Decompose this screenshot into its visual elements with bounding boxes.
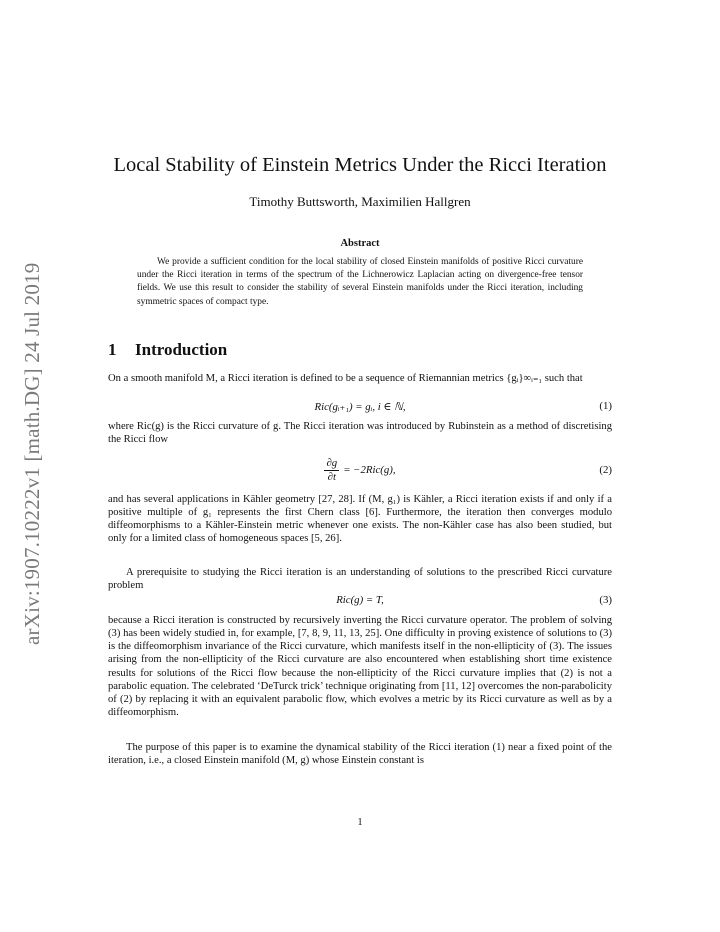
paragraph-5: because a Ricci iteration is constructed by recursively inverting the Ricci curvature operator. The problem of solving (3) has been widely studied in, for example, [7, 8, 9, 11, 13, 25]. One difficulty in proving existence of solutions to (3) is the diffeomorphism invariance of the Ricci curvature, which manifests itself in the non-ellipticity of (3). The issues arising from the non-ellipticity of the Ricci curvature are also encountered when establishing short time existence results for solutions of the Ricci flow because the non-ellipticity of the Ricci curvature implies that (2) is not a parabolic equation. The celebrated ‘DeTurck trick’ technique originating from [11, 12] overcomes the non-parabolicity of (2) by replacing it with an equivalent parabolic flow, which evolves a metric by its Ricci curvature as well as by a diffeomorphism. <box>108 615 612 719</box>
equation-2-fraction <box>324 457 339 484</box>
section-title: Introduction <box>135 340 228 359</box>
paper-title: Local Stability of Einstein Metrics Under the Ricci Iteration <box>113 154 607 176</box>
paragraph-3: and has several applications in Kähler geometry [27, 28]. If (M, g₁) is Kähler, a Ricci iteration exists if and only if a positive multiple of g₁ represents the first Chern class [6]. Furthermore, the iteration then converges modulo diffeomorphisms to a Kähler-Einstein metric whenever one exists. The non-Kähler case has also been studied, but only for a limited class of homogeneous spaces [5, 26]. <box>108 494 612 545</box>
equation-2-denominator: ∂t <box>327 471 336 483</box>
equation-3-body: Ric(g) = T, <box>336 594 384 606</box>
section-heading <box>108 340 227 360</box>
page-number: 1 <box>357 817 363 828</box>
paragraph-6: The purpose of this paper is to examine the dynamical stability of the Ricci iteration (1) near a fixed point of the iteration, i.e., a closed Einstein manifold (M, g) whose Einstein constant is <box>108 742 612 767</box>
paragraph-4: A prerequisite to studying the Ricci iteration is an understanding of solutions to the prescribed Ricci curvature problem <box>108 567 612 592</box>
paragraph-1: On a smooth manifold M, a Ricci iteration is defined to be a sequence of Riemannian metrics {gᵢ}∞ᵢ₌₁ such that <box>108 373 583 384</box>
section-number: 1 <box>108 340 117 359</box>
abstract-text: We provide a sufficient condition for the local stability of closed Einstein manifolds of positive Ricci curvature under the Ricci iteration in terms of the spectrum of the Lichnerowicz Laplacian acting on divergence-free tensor fields. We use this result to consider the stability of several Einstein manifolds under the Ricci iteration, including symmetric spaces of compact type. <box>137 257 583 307</box>
equation-2-number: (2) <box>599 464 612 476</box>
abstract-heading: Abstract <box>340 238 380 249</box>
arxiv-watermark: arXiv:1907.10222v1 [math.DG] 24 Jul 2019 <box>20 262 44 645</box>
equation-3-number: (3) <box>599 594 612 606</box>
paragraph-2: where Ric(g) is the Ricci curvature of g. The Ricci iteration was introduced by Rubinstein as a method of discretising the Ricci flow <box>108 421 612 446</box>
equation-2 <box>108 457 612 487</box>
equation-1-number: (1) <box>599 400 612 412</box>
authors: Timothy Buttsworth, Maximilien Hallgren <box>249 194 471 209</box>
equation-1-body: Ric(gᵢ₊₁) = gᵢ, i ∈ ℕ, <box>314 401 406 413</box>
equation-2-rhs: = −2Ric(g), <box>343 463 396 476</box>
equation-2-numerator: ∂g <box>326 457 338 469</box>
